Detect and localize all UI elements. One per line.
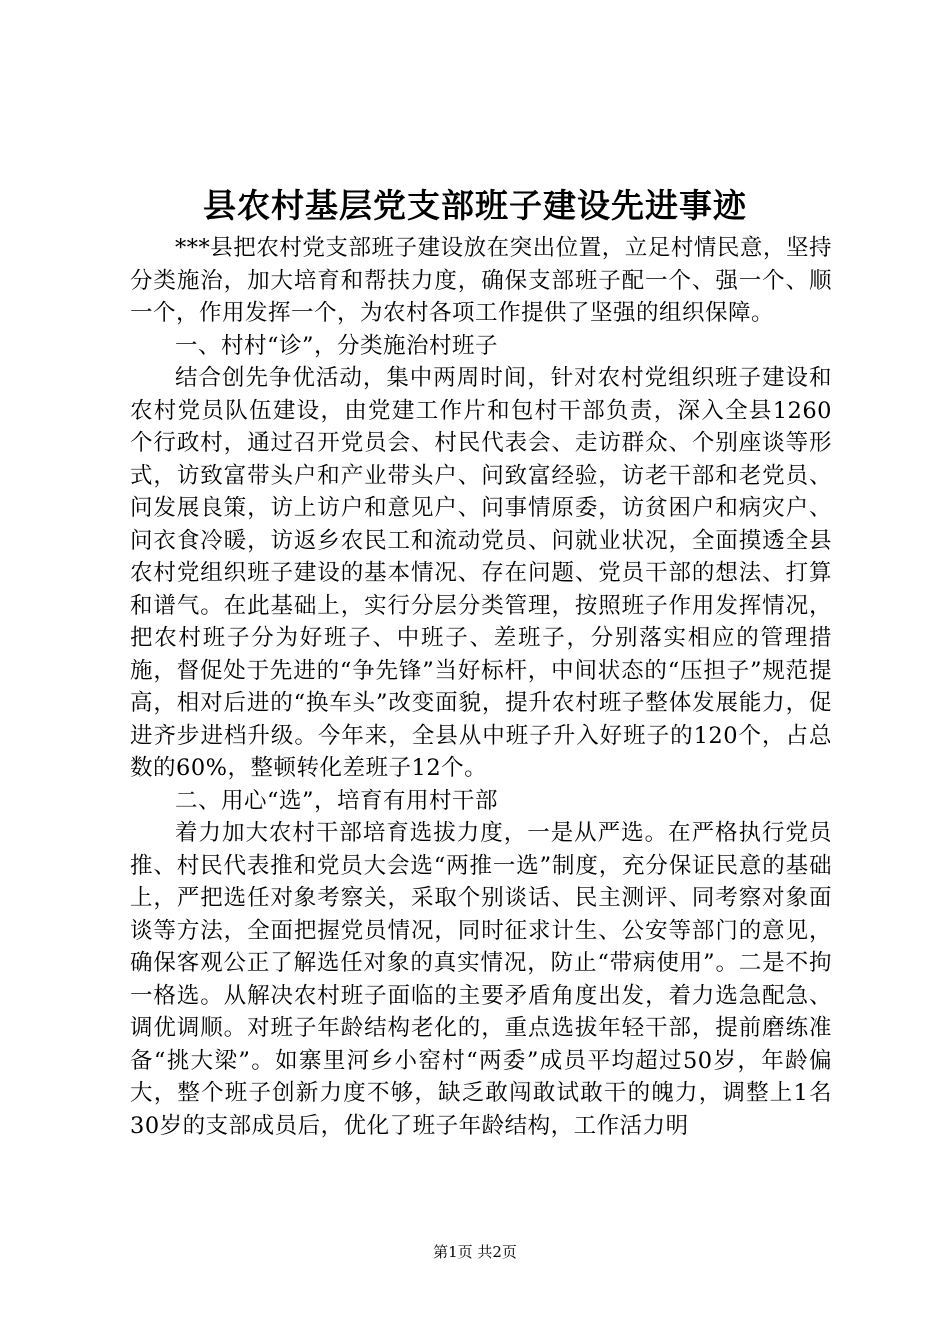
section-heading-1: 一、村村“诊”，分类施治村班子 — [175, 332, 499, 359]
document-body — [130, 232, 832, 1142]
page-number-footer: 第1页 共2页 — [433, 1243, 517, 1261]
document-title: 县农村基层党支部班子建设先进事迹 — [203, 186, 747, 225]
section-2-paragraph: 着力加大农村干部培育选拔力度，一是从严选。在严格执行党员推、村民代表推和党员大会选“两推一选”制度，充分保证民意的基础上，严把选任对象考察关，采取个别谈话、民主测评、同考察对象面谈等方法，全面把握党员情况，同时征求计生、公安等部门的意见，确保客观公正了解选任对象的真实情况，防止“带病使用”。二是不拘一格选。从解决农村班子面临的主要矛盾角度出发，着力选急配急、调优调顺。对班子年龄结构老化的，重点选拔年轻干部，提前磨练准备“挑大梁”。如寨里河乡小窑村“两委”成员平均超过50岁，年龄偏大，整个班子创新力度不够，缺乏敢闯敢试敢干的魄力，调整上1名30岁的支部成员后，优化了班子年龄结构，工作活力明 — [130, 820, 832, 1139]
section-heading-2: 二、用心“选”，培育有用村干部 — [175, 787, 499, 814]
intro-paragraph: ***县把农村党支部班子建设放在突出位置，立足村情民意，坚持分类施治，加大培育和帮扶力度，确保支部班子配一个、强一个、顺一个，作用发挥一个，为农村各项工作提供了坚强的组织保障。 — [130, 235, 832, 326]
section-1-paragraph: 结合创先争优活动，集中两周时间，针对农村党组织班子建设和农村党员队伍建设，由党建工作片和包村干部负责，深入全县1260个行政村，通过召开党员会、村民代表会、走访群众、个别座谈等形式，访致富带头户和产业带头户、问致富经验，访老干部和老党员、问发展良策，访上访户和意见户、问事情原委，访贫困户和病灾户、问衣食冷暖，访返乡农民工和流动党员、问就业状况，全面摸透全县农村党组织班子建设的基本情况、存在问题、党员干部的想法、打算和谱气。在此基础上，实行分层分类管理，按照班子作用发挥情况，把农村班子分为好班子、中班子、差班子，分别落实相应的管理措施，督促处于先进的“争先锋”当好标杆，中间状态的“压担子”规范提高，相对后进的“换车头”改变面貌，提升农村班子整体发展能力，促进齐步进档升级。今年来，全县从中班子升入好班子的120个，占总数的60%，整顿转化差班子12个。 — [130, 365, 832, 781]
